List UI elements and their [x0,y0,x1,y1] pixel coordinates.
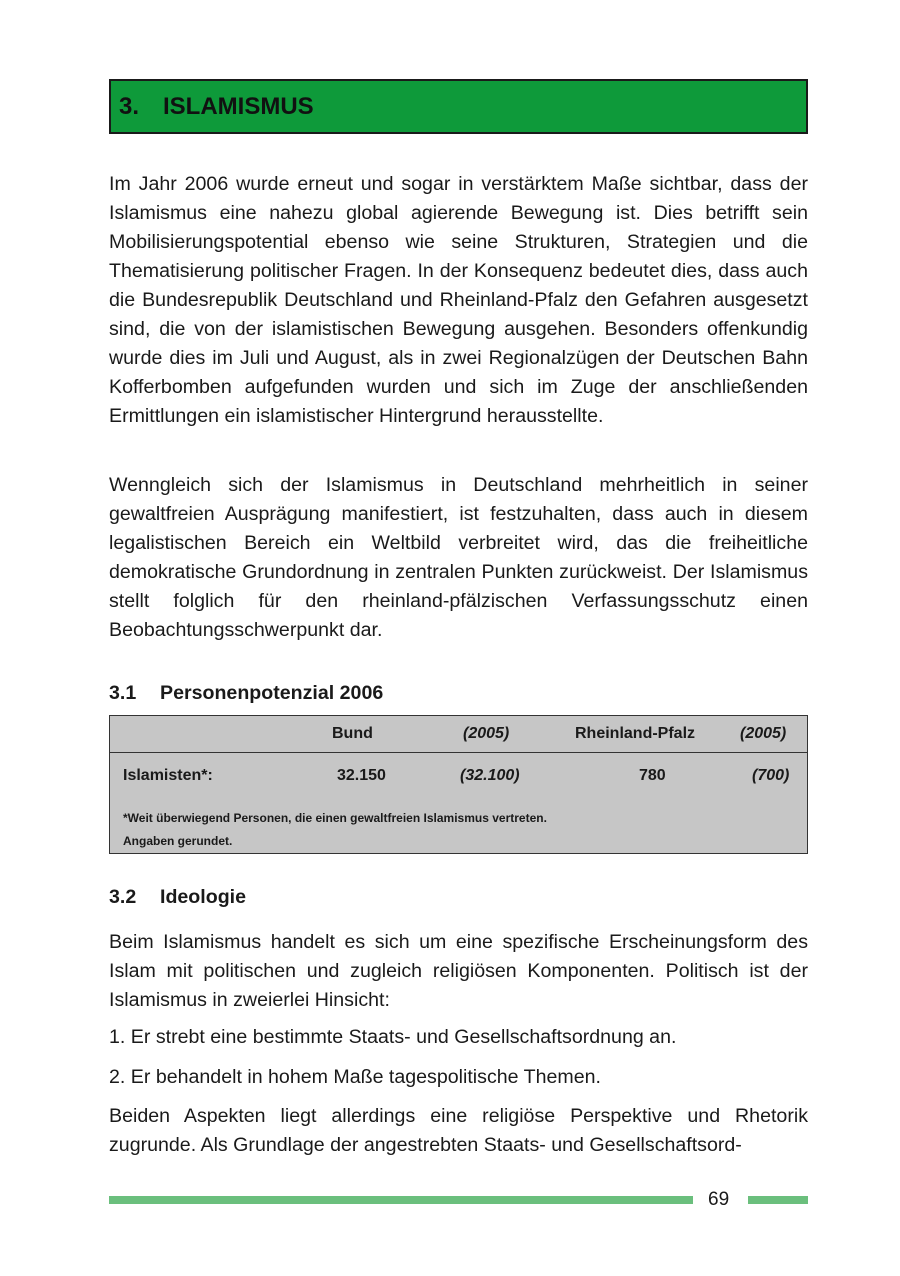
header-bund-2005: (2005) [463,725,510,742]
ideology-paragraph-2: Beiden Aspekten liegt allerdings eine religiöse Perspektive und Rhetorik zugrunde. Als Grundlage der angestrebten Staats- und Gesellschaftsord- [109,1105,808,1156]
table-footnote: *Weit überwiegend Personen, die einen gewaltfreien Islamismus vertreten. [123,811,547,825]
section-title: Ideologie [160,886,247,908]
value-rlp-2005: (700) [752,767,790,784]
chapter-number: 3. [119,92,140,120]
section-number: 3.2 [109,886,137,908]
intro-paragraph-1: Im Jahr 2006 wurde erneut und sogar in verstärktem Maße sichtbar, dass der Islamismus eine nahezu global agierende Bewegung ist. Dies betrifft sein Mobilisierungspotential ebenso wie seine Strukturen, Strategien und die Thematisierung politischer Fragen. In der Konsequenz bedeutet dies, dass auch die Bundesrepublik Deutschland und Rheinland-Pfalz den Gefahren ausgesetzt sind, die von der islamistischen Bewegung ausgehen. Besonders offenkundig wurde dies im Juli und August, als in zwei Regionalzügen der Deutschen Bahn Kofferbomben aufgefunden wurden und sich im Zuge der anschließenden Ermittlungen ein islamistischer Hintergrund herausstellte. [109,173,808,427]
value-bund-2005: (32.100) [460,767,520,784]
header-divider [110,752,807,753]
value-rlp: 780 [639,767,666,784]
section-number: 3.1 [109,682,137,704]
header-rlp-2005: (2005) [740,725,787,742]
list-item: 2. Er behandelt in hohem Maße tagespolitische Themen. [109,1066,601,1088]
chapter-heading [109,79,808,134]
header-rlp: Rheinland-Pfalz [575,725,696,742]
list-item: 1. Er strebt eine bestimmte Staats- und Gesellschaftsordnung an. [109,1026,677,1048]
personenpotenzial-table [109,715,808,854]
section-heading-3-1 [109,682,383,705]
row-label: Islamisten*: [123,767,213,784]
chapter-title: ISLAMISMUS [163,92,314,120]
footer-bar-left [109,1196,693,1204]
table-rounding-note: Angaben gerundet. [123,834,233,848]
intro-paragraph-2: Wenngleich sich der Islamismus in Deutschland mehrheitlich in seiner gewaltfreien Ausprägung manifestiert, ist festzuhalten, dass auch in diesem legalistischen Bereich ein Weltbild verbreitet wird, das die freiheitliche demokratische Grundordnung in zentralen Punkten zurückweist. Der Islamismus stellt folglich für den rheinland-pfälzischen Verfassungsschutz einen Beobachtungsschwerpunkt dar. [109,474,808,641]
ideology-paragraph-1: Beim Islamismus handelt es sich um eine spezifische Erscheinungsform des Islam mit politischen und zugleich religiösen Komponenten. Politisch ist der Islamismus in zweierlei Hinsicht: [109,931,808,1011]
footer-bar-right [748,1196,808,1204]
section-heading-3-2 [109,886,246,909]
header-bund: Bund [332,725,373,742]
section-title: Personenpotenzial 2006 [160,682,384,704]
value-bund: 32.150 [337,767,386,784]
page-number: 69 [708,1189,730,1210]
